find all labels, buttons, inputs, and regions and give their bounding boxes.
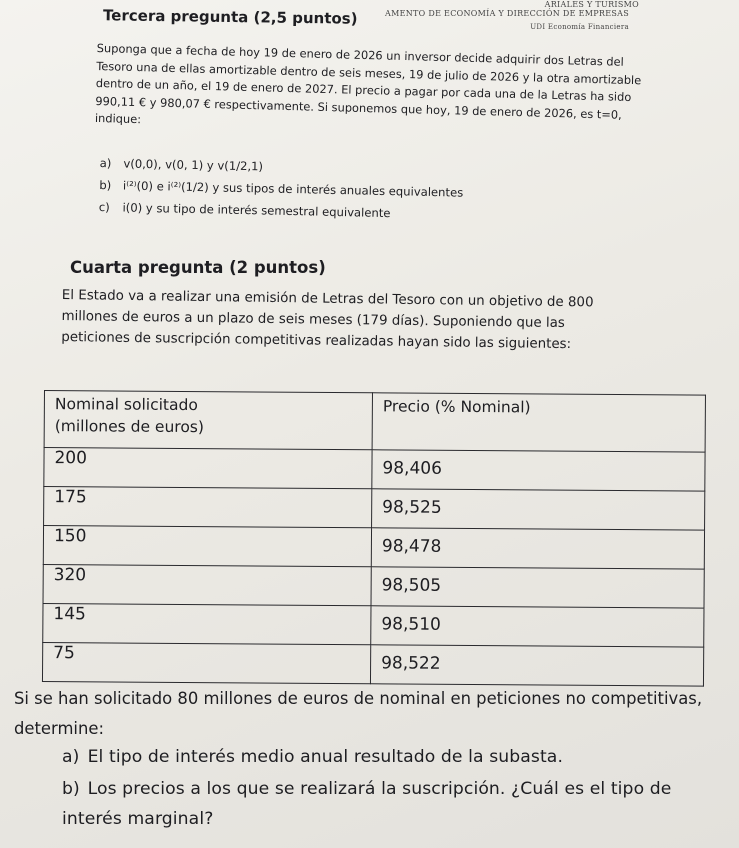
question-4-title: Cuarta pregunta (2 puntos) (70, 258, 326, 277)
cell-nominal (42, 642, 370, 683)
header-nominal-line-2: (millones de euros) (54, 417, 205, 437)
table-row (43, 564, 704, 608)
cell-price: 98,522 (370, 645, 703, 686)
item-letter: a) (62, 747, 80, 767)
question-4-instructions (14, 684, 734, 744)
nominal-value: 145 (53, 604, 86, 625)
table-row (44, 448, 705, 492)
question-4-item-a (62, 742, 732, 772)
nominal-value: 200 (54, 448, 88, 469)
header-line-3: UDI Economía Financiera (530, 23, 629, 31)
cell-price: 98,406 (372, 450, 705, 491)
header-price: Precio (% Nominal) (372, 393, 705, 452)
cell-nominal (44, 448, 372, 489)
cell-price: 98,525 (372, 489, 705, 530)
question-3-items (99, 152, 464, 226)
cell-nominal (43, 603, 371, 644)
table-row (44, 487, 705, 531)
table-row (42, 642, 703, 686)
bids-table (42, 390, 706, 687)
question-4-paragraph: El Estado va a realizar una emisión de Letras del Tesoro con un objetivo de 800 millones de euros a un plazo de seis meses (179 días). Suponiendo que las peticiones de suscripción competitivas realizadas hayan sido las siguientes: (61, 287, 594, 353)
nominal-value: 175 (54, 487, 87, 508)
nominal-value: 75 (53, 643, 75, 664)
question-4-statement (61, 285, 622, 356)
table-header-row (44, 391, 705, 453)
question-4-item-b (62, 774, 732, 834)
question-3-statement (95, 40, 645, 142)
item-text: Los precios a los que se realizará la suscripción. ¿Cuál es el tipo de interés marginal? (62, 779, 672, 829)
item-letter: a) (99, 155, 112, 171)
item-text: i(0) y su tipo de interés semestral equivalente (122, 200, 391, 221)
cell-price: 98,510 (371, 606, 704, 647)
question-4-items (62, 742, 732, 836)
question-3-title: Tercera pregunta (2,5 puntos) (102, 6, 358, 28)
header-line-1: ARIALES Y TURISMO (544, 0, 639, 9)
item-text: i⁽²⁾(0) e i⁽²⁾(1/2) y sus tipos de interés anuales equivalentes (122, 178, 464, 200)
item-letter: b) (99, 177, 112, 193)
item-text: v(0,0), v(0, 1) y v(1/2,1) (123, 156, 264, 174)
nominal-value: 320 (53, 565, 87, 586)
cell-nominal (43, 564, 371, 605)
header-line-2: AMENTO DE ECONOMÍA Y DIRECCIÓN DE EMPRESAS (385, 9, 629, 18)
cell-price: 98,505 (371, 567, 704, 608)
header-nominal-line-1: Nominal solicitado (54, 395, 198, 415)
nominal-value: 150 (53, 526, 87, 547)
cell-nominal (43, 526, 371, 567)
cell-nominal (44, 487, 372, 528)
question-4-footer-text: Si se han solicitado 80 millones de euros de nominal en peticiones no competitivas, determine: (14, 689, 703, 738)
question-3-paragraph: Suponga que a fecha de hoy 19 de enero de 2026 un inversor decide adquirir dos Letras del Tesoro una de ellas amortizable dentro de seis meses, 19 de julio de 2026 y la otra amortizable dentro de un año, el 19 de enero de 2027. El precio a pagar por cada una de la Letras ha sido 990,11 € y 980,07 € respectivamente. Si suponemos que hoy, 19 de enero de 2026, es t=0, indique: (94, 40, 642, 127)
cell-price: 98,478 (371, 528, 704, 569)
table-row (43, 526, 704, 570)
item-text: El tipo de interés medio anual resultado de la subasta. (87, 747, 564, 767)
table-row (43, 603, 704, 647)
item-letter: b) (62, 779, 80, 799)
header-nominal (44, 391, 372, 450)
item-letter: c) (98, 199, 110, 215)
